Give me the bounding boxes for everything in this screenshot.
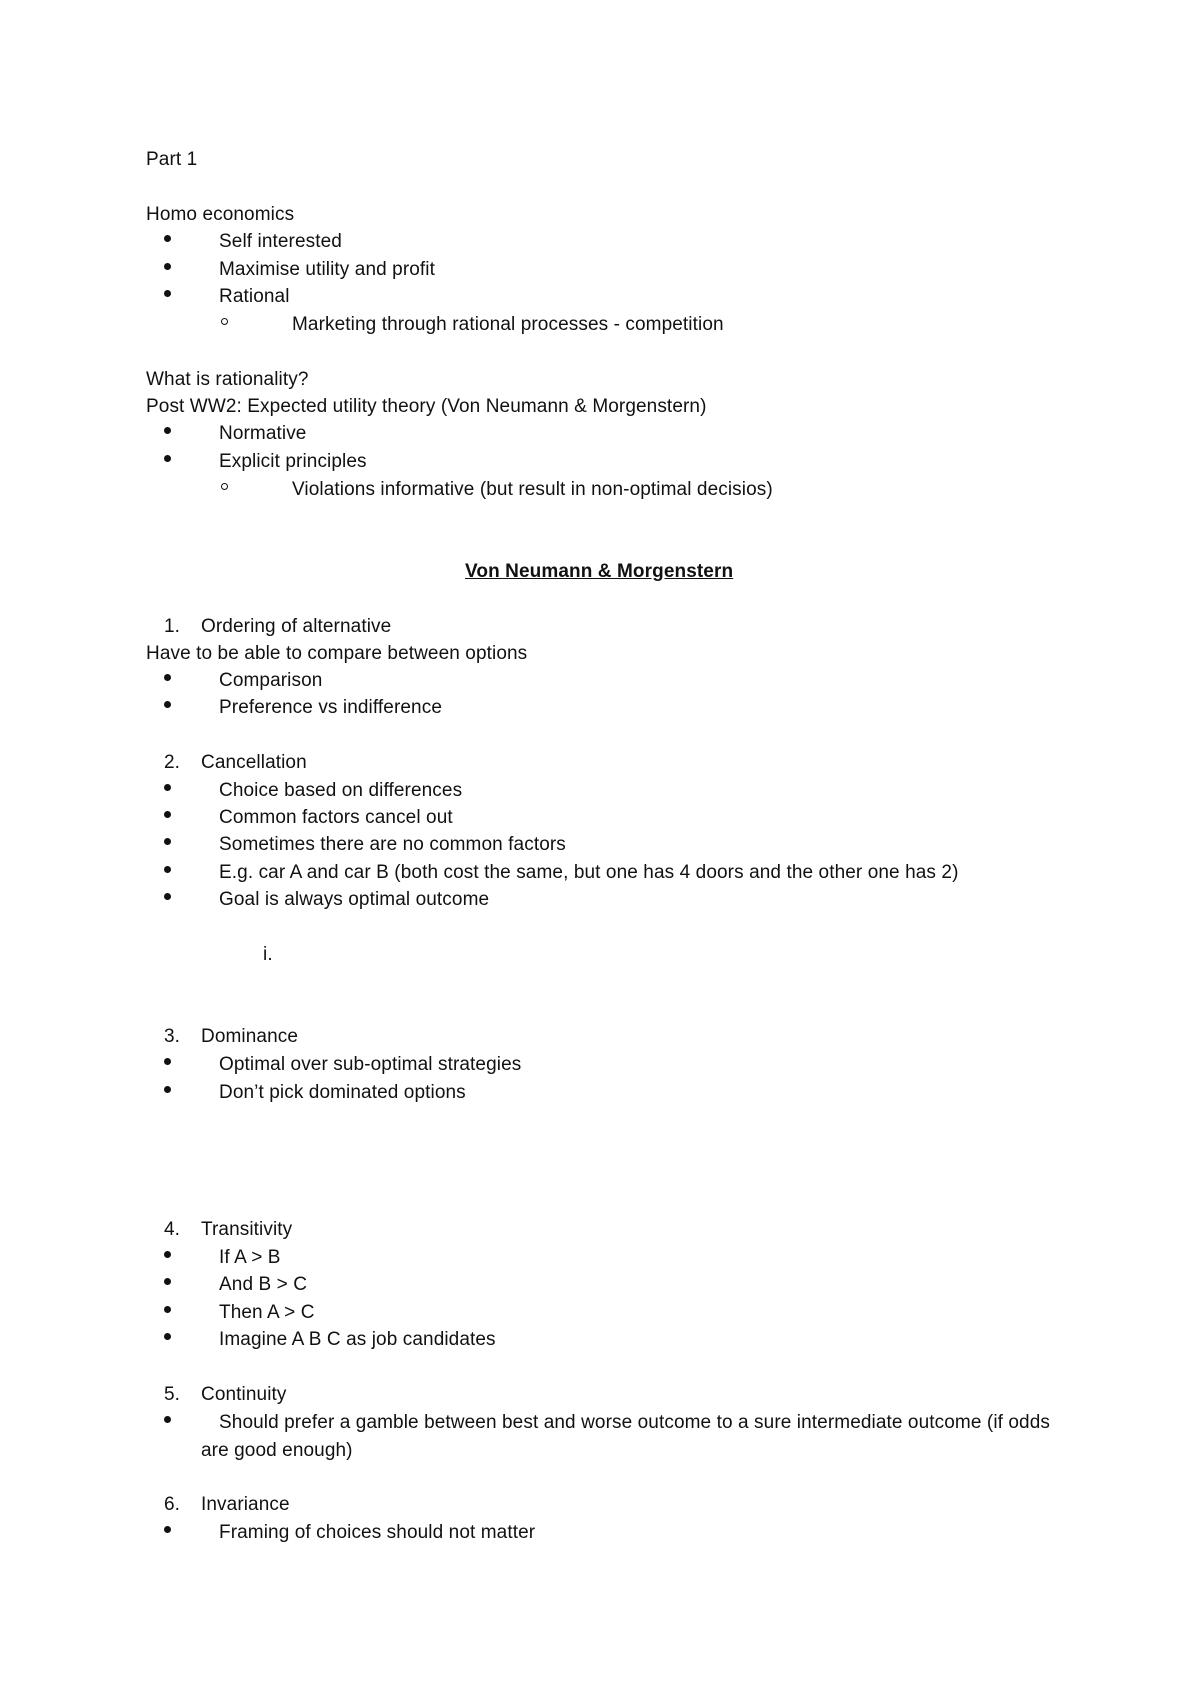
- list-number: 3.: [164, 1026, 180, 1047]
- list-item: Common factors cancel out: [219, 807, 453, 828]
- list-item: Explicit principles: [219, 451, 367, 472]
- bullet-dot-icon: [164, 1306, 171, 1313]
- list-item: Framing of choices should not matter: [219, 1522, 536, 1543]
- bullet-ring-icon: [221, 483, 228, 490]
- bullet-dot-icon: [164, 455, 171, 462]
- sub-list-item: Marketing through rational processes - competition: [292, 314, 724, 335]
- list-number: 2.: [164, 752, 180, 773]
- question-text: What is rationality?: [146, 369, 309, 390]
- axiom-title: Invariance: [201, 1494, 290, 1515]
- part-heading: Part 1: [146, 149, 198, 170]
- bullet-ring-icon: [221, 318, 228, 325]
- bullet-dot-icon: [164, 674, 171, 681]
- bullet-dot-icon: [164, 1058, 171, 1065]
- bullet-dot-icon: [164, 1278, 171, 1285]
- list-item: Comparison: [219, 670, 323, 691]
- list-item: Imagine A B C as job candidates: [219, 1329, 496, 1350]
- bullet-dot-icon: [164, 838, 171, 845]
- bullet-dot-icon: [164, 1333, 171, 1340]
- list-item: Choice based on differences: [219, 780, 463, 801]
- roman-numeral-marker: i.: [263, 944, 273, 965]
- list-number: 6.: [164, 1494, 180, 1515]
- axiom-title: Continuity: [201, 1384, 287, 1405]
- bullet-dot-icon: [164, 1251, 171, 1258]
- bullet-dot-icon: [164, 263, 171, 270]
- bullet-dot-icon: [164, 811, 171, 818]
- bullet-dot-icon: [164, 427, 171, 434]
- list-item: Maximise utility and profit: [219, 259, 435, 280]
- section-title: Von Neumann & Morgenstern: [465, 561, 734, 582]
- list-item: Goal is always optimal outcome: [219, 889, 490, 910]
- bullet-dot-icon: [164, 290, 171, 297]
- list-item: Don’t pick dominated options: [219, 1082, 466, 1103]
- list-number: 1.: [164, 616, 180, 637]
- list-item: And B > C: [219, 1274, 308, 1295]
- bullet-dot-icon: [164, 784, 171, 791]
- bullet-dot-icon: [164, 701, 171, 708]
- list-item: Rational: [219, 286, 290, 307]
- bullet-dot-icon: [164, 893, 171, 900]
- list-item: Normative: [219, 423, 307, 444]
- section-heading-homo-economics: Homo economics: [146, 204, 295, 225]
- list-item: Self interested: [219, 231, 342, 252]
- list-item: Optimal over sub-optimal strategies: [219, 1054, 522, 1075]
- axiom-title: Transitivity: [201, 1219, 293, 1240]
- list-number: 5.: [164, 1384, 180, 1405]
- bullet-dot-icon: [164, 235, 171, 242]
- list-item: Then A > C: [219, 1302, 315, 1323]
- bullet-dot-icon: [164, 1086, 171, 1093]
- bullet-dot-icon: [164, 1526, 171, 1533]
- axiom-title: Ordering of alternative: [201, 616, 392, 637]
- bullet-dot-icon: [164, 1416, 171, 1423]
- body-text: Have to be able to compare between options: [146, 643, 528, 664]
- list-item: E.g. car A and car B (both cost the same, but one has 4 doors and the other one has 2): [219, 862, 959, 883]
- axiom-title: Cancellation: [201, 752, 307, 773]
- list-number: 4.: [164, 1219, 180, 1240]
- list-item: If A > B: [219, 1247, 281, 1268]
- list-item: Preference vs indifference: [219, 697, 442, 718]
- axiom-title: Dominance: [201, 1026, 299, 1047]
- list-item: Should prefer a gamble between best and worse outcome to a sure intermediate outcome (if odds are good enough): [201, 1412, 1050, 1461]
- body-text: Post WW2: Expected utility theory (Von Neumann & Morgenstern): [146, 396, 707, 417]
- sub-list-item: Violations informative (but result in non-optimal decisios): [292, 479, 773, 500]
- list-item: Sometimes there are no common factors: [219, 834, 566, 855]
- bullet-dot-icon: [164, 866, 171, 873]
